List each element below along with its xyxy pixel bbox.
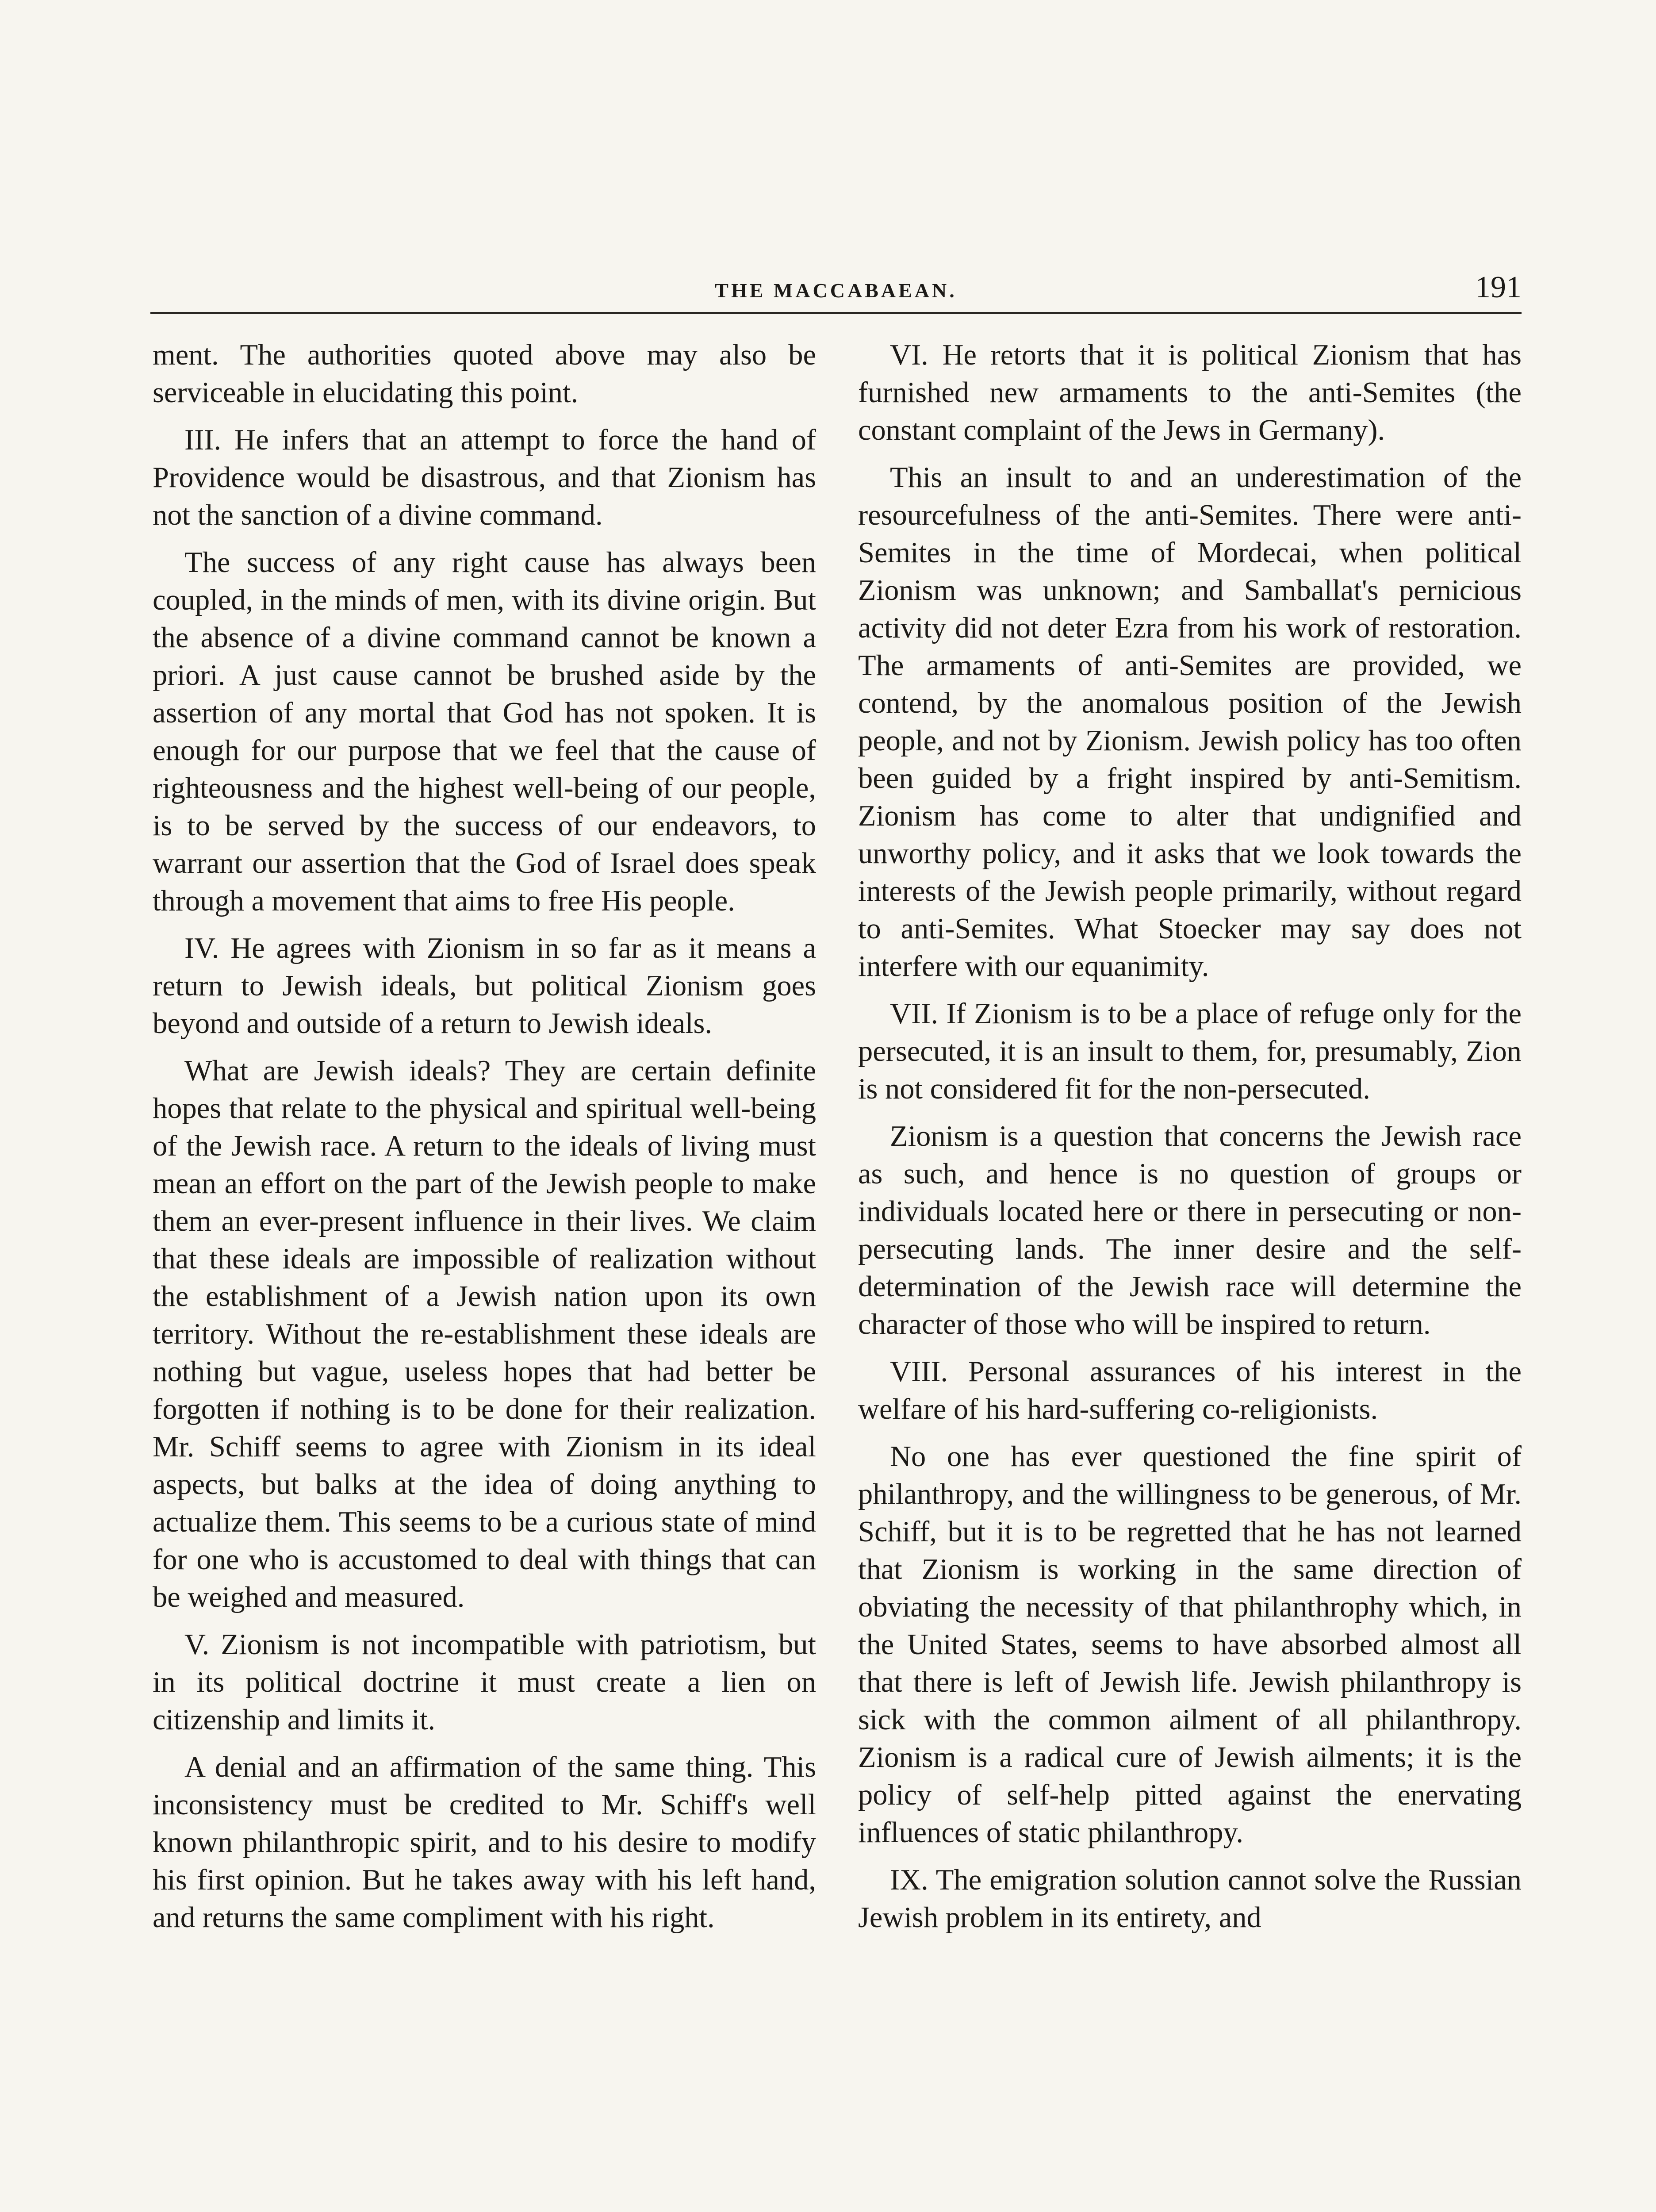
paragraph: V. Zionism is not incompatible with patriotism, but in its political doctrine it must create a lien on citizenship and limits it.: [153, 1628, 816, 1736]
paragraph: What are Jewish ideals? They are certain definite hopes that relate to the physical and spiritual well-being of the Jewish race. A return to the ideals of living must mean an effort on the part of the Jewish people to make them an ever-present influence in their lives. We claim that these ideals are impossible of realization without the establishment of a Jewish nation upon its own territory. Without the re-establishment these ideals are nothing but vague, useless hopes that had better be forgotten if nothing is to be done for their realization. Mr. Schiff seems to agree with Zionism in its ideal aspects, but balks at the idea of doing anything to actualize them. This seems to be a curious state of mind for one who is accustomed to deal with things that can be weighed and measured.: [153, 1055, 816, 1613]
paragraph: The success of any right cause has always been coupled, in the minds of men, with its divine origin. But the absence of a divine command cannot be known a priori. A just cause cannot be brushed aside by the assertion of any mortal that God has not spoken. It is enough for our purpose that we feel that the cause of righteousness and the highest well-being of our people, is to be served by the success of our endeavors, to warrant our assertion that the God of Israel does speak through a movement that aims to free His people.: [153, 546, 816, 917]
paragraph: A denial and an affirmation of the same thing. This inconsistency must be credited to Mr. Schiff's well known philanthropic spirit, and to his desire to modify his first opinion. But he takes away with his left hand, and returns the same compliment with his right.: [153, 1751, 816, 1934]
page-header: [150, 270, 1522, 314]
running-head: THE MACCABAEAN.: [715, 279, 957, 302]
paragraph: Zionism is a question that concerns the Jewish race as such, and hence is no question of groups or individuals located here or there in persecuting or non-persecuting lands. The inner desire and the self-determination of the Jewish race will determine the character of those who will be inspired to return.: [858, 1120, 1522, 1340]
right-column: [858, 336, 1522, 1946]
paragraph: IX. The emigration solution cannot solve the Russian Jewish problem in its entirety, and: [858, 1864, 1522, 1934]
paragraph: VIII. Personal assurances of his interest in the welfare of his hard-suffering co-religionists.: [858, 1356, 1522, 1425]
page-number: 191: [1475, 270, 1522, 304]
paragraph: VI. He retorts that it is political Zionism that has furnished new armaments to the anti-Semites (the constant complaint of the Jews in Germany).: [858, 339, 1522, 446]
paragraph: VII. If Zionism is to be a place of refuge only for the persecuted, it is an insult to them, for, presumably, Zion is not considered fit for the non-persecuted.: [858, 998, 1522, 1105]
paragraph: III. He infers that an attempt to force the hand of Providence would be disastrous, and that Zionism has not the sanction of a divine command.: [153, 424, 816, 531]
paragraph: ment. The authorities quoted above may also be serviceable in elucidating this point.: [153, 339, 816, 409]
paragraph: No one has ever questioned the fine spirit of philanthropy, and the willingness to be generous, of Mr. Schiff, but it is to be regretted that he has not learned that Zionism is working in the same direction of obviating the necessity of that philanthrophy which, in the United States, seems to have absorbed almost all that there is left of Jewish life. Jewish philanthropy is sick with the common ailment of all philanthropy. Zionism is a radical cure of Jewish ailments; it is the policy of self-help pitted against the enervating influences of static philanthropy.: [858, 1440, 1522, 1849]
header-rule: [150, 312, 1522, 314]
left-column: [153, 336, 816, 1946]
paragraph: IV. He agrees with Zionism in so far as it means a return to Jewish ideals, but political Zionism goes beyond and outside of a return to Jewish ideals.: [153, 932, 816, 1040]
paragraph: This an insult to and an underestimation of the resourcefulness of the anti-Semites. There were anti-Semites in the time of Mordecai, when political Zionism was unknown; and Samballat's pernicious activity did not deter Ezra from his work of restoration. The armaments of anti-Semites are provided, we contend, by the anomalous position of the Jewish people, and not by Zionism. Jewish policy has too often been guided by a fright inspired by anti-Semitism. Zionism has come to alter that undignified and unworthy policy, and it asks that we look towards the interests of the Jewish people primarily, without regard to anti-Semites. What Stoecker may say does not interfere with our equanimity.: [858, 461, 1522, 983]
